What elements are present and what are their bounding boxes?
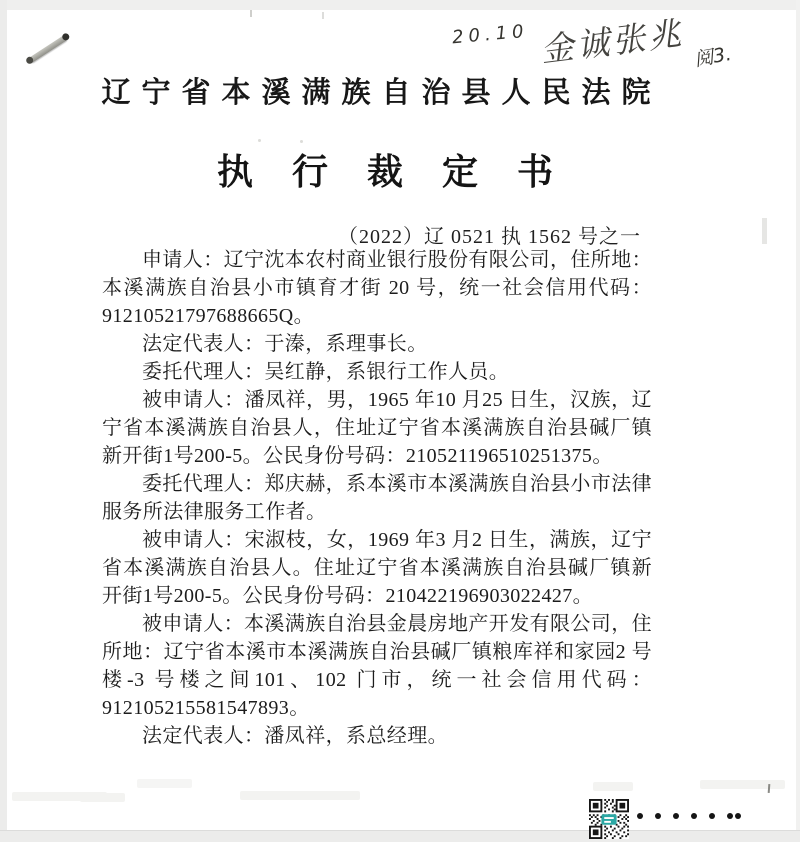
bleedthrough-mark xyxy=(240,791,360,800)
scan-edge-right xyxy=(796,0,800,841)
scan-artifact xyxy=(300,140,303,143)
dot xyxy=(727,813,733,819)
paragraph-respondent-1: 被申请人：潘凤祥，男，1965 年10 月25 日生，汉族，辽宁省本溪满族自治县人，住址辽宁省本溪满族自治县碱厂镇新开街1号200-5。公民身份号码：210521196510251375。 xyxy=(102,389,652,467)
paragraph-legal-rep-2: 法定代表人：潘凤祥，系总经理。 xyxy=(142,725,448,747)
scan-artifact xyxy=(250,10,252,17)
scan-edge-left xyxy=(0,0,7,841)
paragraph-legal-rep-1: 法定代表人：于溱，系理事长。 xyxy=(142,333,428,355)
staple-pin xyxy=(28,35,68,64)
handwritten-note: 金诚张兆 xyxy=(538,13,687,70)
scan-artifact xyxy=(762,218,767,244)
paragraph-agent-2: 委托代理人：郑庆赫，系本溪市本溪满族自治县小市法律服务所法律服务工作者。 xyxy=(102,473,652,523)
paragraph-agent-1: 委托代理人：吴红静，系银行工作人员。 xyxy=(142,361,510,383)
dot-leaders xyxy=(637,813,753,819)
court-name: 辽宁省本溪满族自治县人民法院 xyxy=(101,77,662,109)
scan-artifact xyxy=(322,12,324,19)
document-body xyxy=(102,246,652,750)
dot xyxy=(735,813,741,819)
dot xyxy=(655,813,661,819)
dot xyxy=(637,813,643,819)
document-title: 执 行 裁 定 书 xyxy=(216,152,568,192)
paragraph-respondent-2: 被申请人：宋淑枝，女，1969 年3 月2 日生，满族，辽宁省本溪满族自治县人。住址辽宁省本溪满族自治县碱厂镇新开街1号200-5。公民身份号码：210422196903022427。 xyxy=(102,529,652,607)
bleedthrough-mark xyxy=(700,780,785,789)
scan-artifact xyxy=(258,139,261,142)
handwritten-date: 20.10 xyxy=(451,20,530,49)
bleedthrough-mark xyxy=(80,793,125,802)
scan-edge-bottom xyxy=(0,830,800,842)
qr-code-icon xyxy=(588,799,630,839)
bleedthrough-mark xyxy=(12,792,107,801)
bleedthrough-mark xyxy=(593,782,633,791)
case-number: （2022）辽 0521 执 1562 号之一 xyxy=(338,226,641,248)
dot xyxy=(673,813,679,819)
paragraph-respondent-3: 被申请人：本溪满族自治县金晨房地产开发有限公司，住所地：辽宁省本溪市本溪满族自治县碱厂镇粮库祥和家园2 号楼-3 号楼之间101、102 门市，统一社会信用代码：912105215581547893。 xyxy=(102,613,652,719)
dot xyxy=(709,813,715,819)
paragraph-applicant: 申请人：辽宁沈本农村商业银行股份有限公司，住所地：本溪满族自治县小市镇育才街 20 号，统一社会信用代码：91210521797688665Q。 xyxy=(102,249,652,327)
bleedthrough-mark xyxy=(137,779,192,788)
handwritten-note-suffix: 阅3. xyxy=(692,42,734,72)
scan-artifact xyxy=(768,784,771,793)
dot xyxy=(691,813,697,819)
